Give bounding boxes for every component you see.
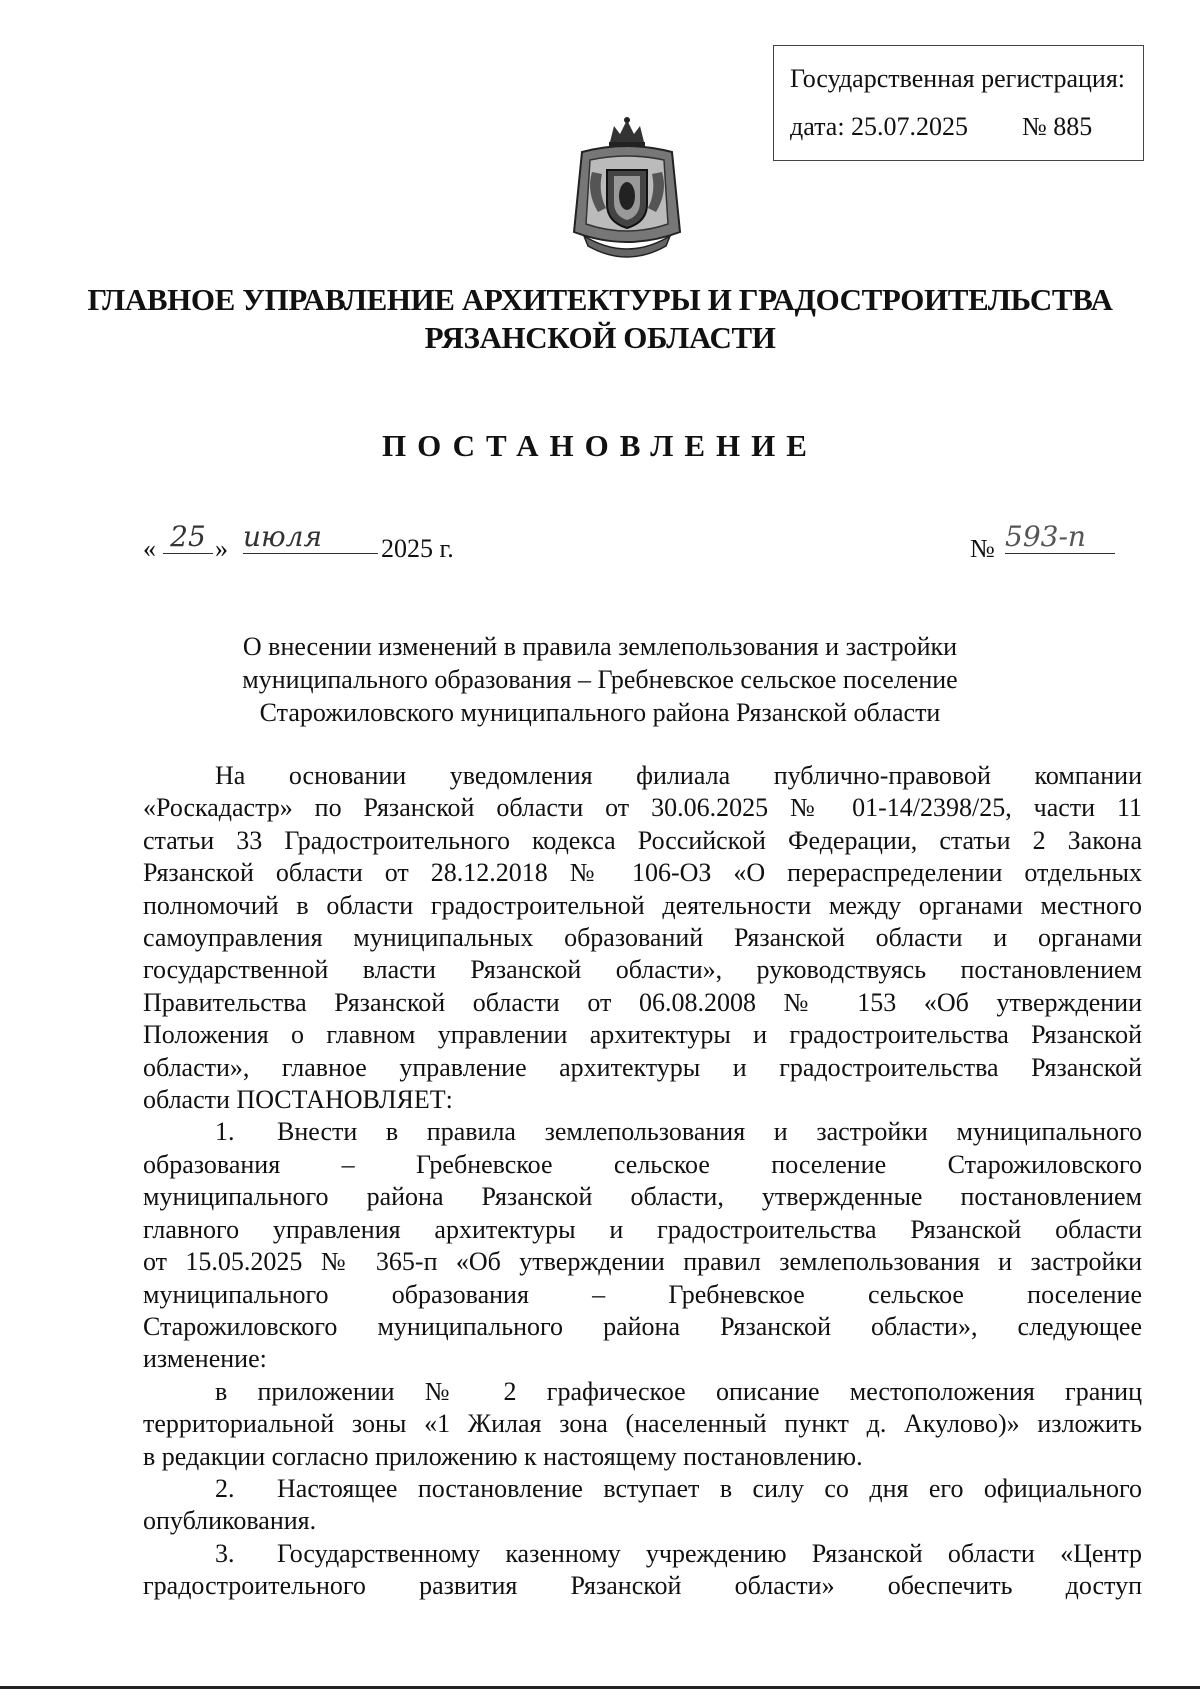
coat-of-arms-icon — [562, 112, 692, 272]
handwritten-month: июля — [243, 520, 378, 554]
body-line: статьи 33 Градостроительного кодекса Российской Федерации, статьи 2 Закона — [143, 825, 1142, 855]
body-line: Рязанской области от 28.12.2018 № 106-ОЗ «О перераспределении отдельных — [143, 858, 1142, 888]
registration-stamp — [773, 45, 1144, 161]
handwritten-day: 25 — [163, 520, 213, 554]
item-1-line: муниципального образования – Гребневское сельское поселение — [143, 1279, 1142, 1309]
item-1-sub-line: территориальной зоны «1 Жилая зона (населенный пункт д. Акулово)» изложить — [143, 1409, 1142, 1439]
body-line: государственной власти Рязанской области», руководствуясь постановлением — [143, 955, 1142, 985]
body-line: самоуправления муниципальных образований Рязанской области и органами — [143, 923, 1142, 953]
item-1-line: от 15.05.2025 № 365-п «Об утверждении правил землепользования и застройки — [143, 1247, 1142, 1277]
item-2-line: 2. Настоящее постановление вступает в силу со дня его официального — [143, 1473, 1142, 1505]
body-line: области ПОСТАНОВЛЯЕТ: — [143, 1085, 453, 1115]
item-1-sub-line: в редакции согласно приложению к настоящему постановлению. — [143, 1441, 863, 1471]
item-2-line: опубликования. — [143, 1506, 317, 1536]
open-quote: « — [143, 534, 156, 563]
item-1-line: образования – Гребневское сельское поселение Старожиловского — [143, 1149, 1142, 1179]
document-type-title: ПОСТАНОВЛЕНИЕ — [382, 428, 818, 463]
document-body — [143, 760, 1142, 1603]
item-3-line: 3. Государственному казенному учреждению Рязанской области «Центр — [143, 1538, 1142, 1570]
item-1-line: 1. Внести в правила землепользования и застройки муниципального — [143, 1116, 1142, 1148]
registration-title: Государственная регистрация: — [790, 64, 1126, 93]
body-line: Правительства Рязанской области от 06.08.2008 № 153 «Об утверждении — [143, 987, 1142, 1017]
item-1-line: изменение: — [143, 1344, 267, 1374]
subject-line: О внесении изменений в правила землепользования и застройки — [242, 632, 958, 661]
body-line: Положения о главном управлении архитектуры и градостроительства Рязанской — [143, 1020, 1142, 1050]
subject-line: Старожиловского муниципального района Рязанской области — [259, 698, 941, 727]
body-line: «Роскадастр» по Рязанской области от 30.06.2025 № 01-14/2398/25, части 11 — [143, 793, 1142, 823]
item-1-line: муниципального района Рязанской области, утвержденные постановлением — [143, 1182, 1142, 1212]
body-line: области», главное управление архитектуры и градостроительства Рязанской — [143, 1052, 1142, 1082]
body-line: На основании уведомления филиала публично-правовой компании — [215, 761, 1142, 790]
item-1-line: Старожиловского муниципального района Рязанской области», следующее — [143, 1311, 1142, 1341]
item-1-sub-line: в приложении № 2 графическое описание местоположения границ — [215, 1376, 1142, 1406]
document-year: 2025 г. — [381, 534, 454, 563]
number-label: № — [970, 534, 995, 563]
subject-line: муниципального образования – Гребневское сельское поселение — [242, 665, 958, 694]
document-subject — [150, 630, 1050, 729]
organization-name-line2: РЯЗАНСКОЙ ОБЛАСТИ — [424, 320, 776, 355]
organization-name-line1: ГЛАВНОЕ УПРАВЛЕНИЕ АРХИТЕКТУРЫ И ГРАДОСТРОИТЕЛЬСТВА — [87, 282, 1113, 317]
item-number: 2. — [215, 1473, 235, 1503]
registration-number: № 885 — [1022, 112, 1093, 141]
handwritten-number: 593-п — [1005, 520, 1115, 554]
item-1-line: главного управления архитектуры и градостроительства Рязанской области — [143, 1214, 1142, 1244]
item-number: 1. — [215, 1117, 235, 1147]
registration-date: дата: 25.07.2025 — [790, 112, 969, 141]
date-number-line — [143, 520, 1086, 564]
item-3-line: градостроительного развития Рязанской области» обеспечить доступ — [143, 1571, 1142, 1601]
body-line: полномочий в области градостроительной деятельности между органами местного — [143, 890, 1142, 920]
page-bottom-rule — [0, 1686, 1200, 1689]
item-number: 3. — [215, 1538, 235, 1568]
close-quote: » — [215, 534, 228, 563]
